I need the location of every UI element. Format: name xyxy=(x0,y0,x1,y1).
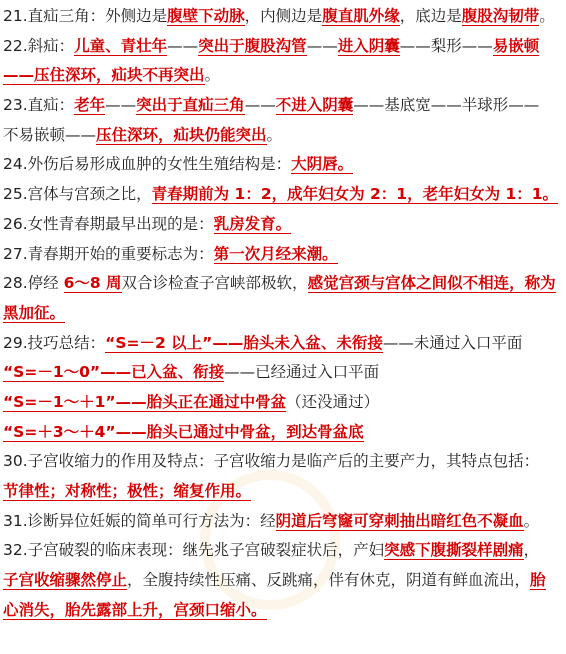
plain-text: 。 xyxy=(204,66,221,85)
text-line xyxy=(3,32,563,62)
text-line xyxy=(3,418,563,448)
text-line xyxy=(3,447,563,477)
highlighted-text: 突感下腹撕裂样剧痛 xyxy=(384,541,524,560)
plain-text: 28.停经 xyxy=(3,274,64,293)
highlighted-text: 阴道后穹窿可穿刺抽出暗红色不凝血 xyxy=(275,511,524,530)
plain-text: 双合诊检查子宫峡部极软， xyxy=(121,274,308,293)
text-line xyxy=(3,2,563,32)
plain-text: 25.宫体与宫颈之比， xyxy=(3,185,152,204)
highlighted-text: 乳房发育。 xyxy=(213,214,292,233)
plain-text: ——已经通过入口平面 xyxy=(224,363,380,382)
highlighted-text: 儿童、青壮年 xyxy=(74,36,168,55)
plain-text: ，内侧边是 xyxy=(244,7,323,25)
text-line xyxy=(3,121,563,151)
highlighted-text: 6～8 周 xyxy=(63,274,122,293)
text-line xyxy=(3,61,563,91)
highlighted-text: 感觉宫颈与宫体之间似不相连，称为 xyxy=(307,274,556,293)
text-line xyxy=(3,477,563,507)
plain-text: 。 xyxy=(266,125,283,144)
plain-text: 22.斜疝： xyxy=(3,36,75,55)
plain-text: —— xyxy=(105,96,137,115)
text-line xyxy=(3,536,563,566)
text-line xyxy=(3,91,563,121)
document-page xyxy=(3,2,563,625)
text-line xyxy=(3,180,563,210)
plain-text: 。 xyxy=(523,511,540,530)
highlighted-text: 不进入阴囊 xyxy=(275,96,354,115)
plain-text: 24.外伤后易形成血肿的女性生殖结构是： xyxy=(3,155,292,174)
text-line xyxy=(3,210,563,240)
plain-text: ， xyxy=(523,541,540,560)
highlighted-text: 突出于腹股沟管 xyxy=(198,36,307,55)
highlighted-text: “S=－1～＋1”——胎头正在通过中骨盆 xyxy=(3,392,287,411)
highlighted-text: 黑加征。 xyxy=(3,303,66,322)
plain-text: （还没通过） xyxy=(286,392,380,411)
plain-text: ——基底宽——半球形—— xyxy=(353,96,540,115)
plain-text: ——梨形—— xyxy=(399,36,493,55)
highlighted-text: 子宫收缩骤然停止 xyxy=(3,571,128,590)
plain-text: 26.女性青春期最早出现的是： xyxy=(3,214,214,233)
plain-text: 30.子宫收缩力的作用及特点：子宫收缩力是临产后的主要产力，其特点包括： xyxy=(3,452,540,471)
plain-text: 32.子宫破裂的临床表现：继先兆子宫破裂症状后，产妇 xyxy=(3,541,385,560)
text-line xyxy=(3,566,563,596)
text-line xyxy=(3,507,563,537)
plain-text: 23.直疝： xyxy=(3,96,75,115)
highlighted-text: 压住深环，疝块仍能突出 xyxy=(96,125,267,144)
highlighted-text: 易嵌顿 xyxy=(492,36,540,55)
highlighted-text: “S=－2 以上”——胎头未入盆、未衔接 xyxy=(105,333,383,352)
plain-text: 不易嵌顿—— xyxy=(3,125,97,144)
text-line xyxy=(3,596,563,626)
plain-text: —— xyxy=(167,36,199,55)
highlighted-text: 老年 xyxy=(74,96,106,115)
highlighted-text: 腹股沟韧带 xyxy=(461,7,540,25)
highlighted-text: ——压住深环，疝块不再突出 xyxy=(3,66,205,85)
plain-text: ，全腹持续性压痛、反跳痛，伴有休克，阴道有鲜血流出， xyxy=(127,571,531,590)
highlighted-text: 心消失，胎先露部上升，宫颈口缩小。 xyxy=(3,600,267,619)
highlighted-text: 进入阴囊 xyxy=(337,36,400,55)
text-line xyxy=(3,150,563,180)
highlighted-text: 腹直肌外缘 xyxy=(322,7,400,25)
text-line xyxy=(3,329,563,359)
plain-text: 27.青春期开始的重要标志为： xyxy=(3,244,214,263)
highlighted-text: 大阴唇。 xyxy=(291,155,354,174)
text-line xyxy=(3,269,563,299)
plain-text: 21.直疝三角：外侧边是 xyxy=(3,7,168,25)
plain-text: 31.诊断异位妊娠的简单可行方法为：经 xyxy=(3,511,276,530)
text-line xyxy=(3,358,563,388)
highlighted-text: 胎 xyxy=(530,571,546,590)
highlighted-text: “S=＋3～＋4”——胎头已通过中骨盆，到达骨盆底 xyxy=(3,422,364,441)
text-line xyxy=(3,388,563,418)
plain-text: 。 xyxy=(539,7,555,25)
plain-text: —— xyxy=(306,36,338,55)
highlighted-text: 腹壁下动脉 xyxy=(167,7,245,25)
plain-text: —— xyxy=(244,96,276,115)
highlighted-text: 青春期前为 1：2，成年妇女为 2：1，老年妇女为 1：1。 xyxy=(151,185,559,204)
plain-text: ——未通过入口平面 xyxy=(382,333,523,352)
highlighted-text: 第一次月经来潮。 xyxy=(213,244,338,263)
highlighted-text: “S=－1～0”——已入盆、衔接 xyxy=(3,363,225,382)
text-line xyxy=(3,299,563,329)
text-line xyxy=(3,240,563,270)
highlighted-text: 突出于直疝三角 xyxy=(136,96,245,115)
plain-text: ，底边是 xyxy=(399,7,462,25)
highlighted-text: 节律性；对称性；极性；缩复作用。 xyxy=(3,482,252,500)
plain-text: 29.技巧总结： xyxy=(3,333,106,352)
